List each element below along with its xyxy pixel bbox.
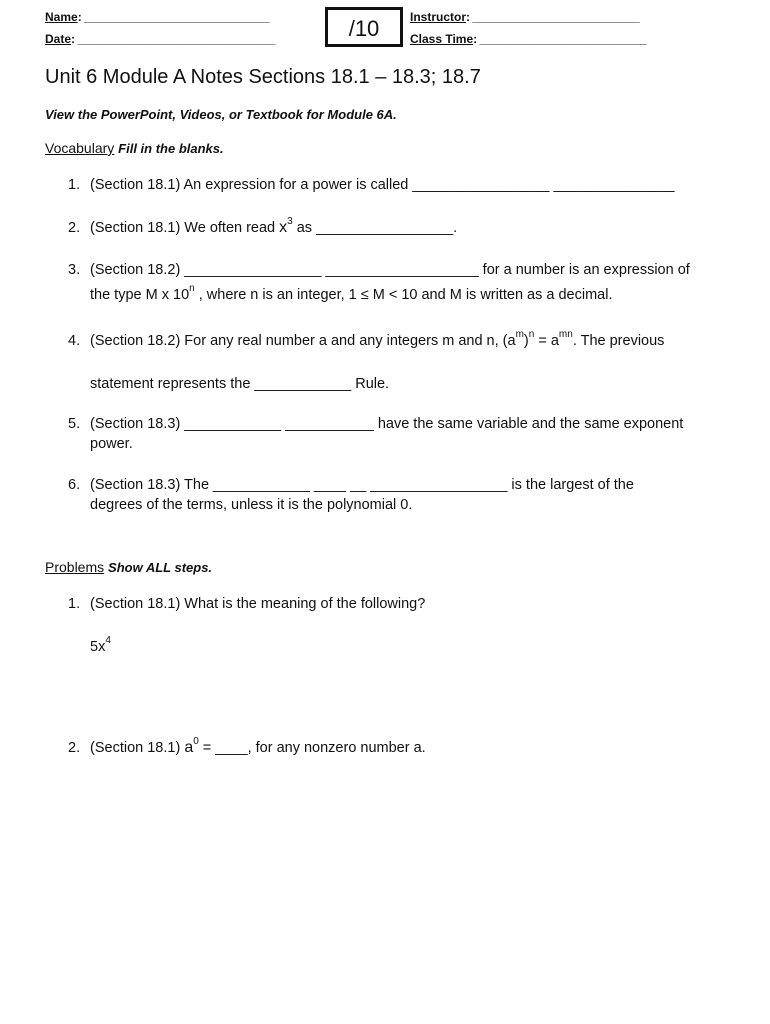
name-field[interactable] bbox=[45, 10, 269, 24]
math-variable: a bbox=[184, 739, 194, 756]
instructor-label: Instructor bbox=[410, 10, 467, 24]
date-field[interactable] bbox=[45, 32, 275, 46]
name-blank[interactable]: : ______________________________ bbox=[77, 10, 270, 24]
item-text bbox=[90, 738, 426, 758]
problems-title: Problems bbox=[45, 559, 105, 575]
item-text-part: (Section 18.1) bbox=[90, 740, 185, 756]
item-text-line1: (Section 18.3) The ____________ ____ __ _________________ is the largest of the bbox=[90, 477, 634, 493]
expression-base: 5x bbox=[90, 639, 106, 655]
score-value: /10 bbox=[348, 16, 380, 41]
instructor-field[interactable] bbox=[410, 10, 639, 24]
item-number: 1. bbox=[68, 596, 81, 612]
date-blank[interactable]: : ________________________________ bbox=[71, 32, 275, 46]
item-number: 4. bbox=[68, 333, 81, 349]
item-text: (Section 18.1) What is the meaning of the following? bbox=[90, 596, 426, 612]
item-text-part: = a bbox=[534, 333, 559, 349]
exponent: mn bbox=[558, 329, 573, 341]
item-text-line1: (Section 18.2) _________________ ___________________ for a number is an expression of bbox=[90, 262, 690, 278]
item-text-line2 bbox=[90, 285, 612, 305]
score-box bbox=[325, 7, 403, 47]
item-text-part: ) bbox=[523, 333, 529, 349]
item-text-part: . The previous bbox=[572, 333, 665, 349]
exponent: 3 bbox=[287, 216, 293, 228]
item-number: 5. bbox=[68, 416, 81, 432]
vocabulary-instruction: Fill in the blanks. bbox=[118, 141, 224, 156]
item-text-part: the type M x 10 bbox=[90, 287, 190, 303]
item-number: 6. bbox=[68, 477, 81, 493]
item-text-part: (Section 18.2) For any real number a and any integers m and n, (a bbox=[90, 333, 516, 349]
item-number: 2. bbox=[68, 740, 81, 756]
exponent: 4 bbox=[105, 635, 111, 647]
vocabulary-heading bbox=[45, 140, 224, 156]
item-text-line2: degrees of the terms, unless it is the polynomial 0. bbox=[90, 497, 413, 513]
page-title: Unit 6 Module A Notes Sections 18.1 – 18.3; 18.7 bbox=[45, 66, 481, 88]
item-text-line2: power. bbox=[90, 436, 133, 452]
item-text-line2: statement represents the ____________ Rule. bbox=[90, 376, 390, 392]
math-variable: x bbox=[279, 219, 288, 236]
item-number: 2. bbox=[68, 220, 81, 236]
instructor-blank[interactable]: : ___________________________ bbox=[466, 10, 640, 24]
item-text-part: = ____, for any nonzero number a. bbox=[198, 740, 426, 756]
exponent: n bbox=[528, 329, 535, 341]
exponent: n bbox=[189, 283, 195, 295]
item-text-part: as _________________. bbox=[292, 220, 458, 236]
name-label: Name bbox=[45, 10, 78, 24]
item-text bbox=[90, 218, 457, 238]
vocabulary-title: Vocabulary bbox=[45, 140, 115, 156]
date-label: Date bbox=[45, 32, 72, 46]
class-time-label: Class Time bbox=[410, 32, 474, 46]
item-text-line1 bbox=[90, 331, 664, 351]
item-number: 3. bbox=[68, 262, 81, 278]
item-text: (Section 18.1) An expression for a power is called _________________ _______________ bbox=[90, 177, 675, 193]
class-time-field[interactable] bbox=[410, 32, 646, 46]
math-expression bbox=[90, 637, 111, 657]
exponent: m bbox=[515, 329, 524, 341]
exponent: 0 bbox=[193, 736, 199, 748]
item-text-line1: (Section 18.3) ____________ ___________ have the same variable and the same exponent bbox=[90, 416, 684, 432]
problems-heading bbox=[45, 559, 212, 575]
problems-instruction: Show ALL steps. bbox=[108, 560, 213, 575]
class-time-blank[interactable]: : ___________________________ bbox=[473, 32, 647, 46]
item-text-part: , where n is an integer, 1 ≤ M < 10 and M is written as a decimal. bbox=[194, 287, 613, 303]
item-number: 1. bbox=[68, 177, 81, 193]
item-text-part: (Section 18.1) We often read bbox=[90, 220, 280, 236]
page-subtitle: View the PowerPoint, Videos, or Textbook for Module 6A. bbox=[45, 107, 397, 122]
